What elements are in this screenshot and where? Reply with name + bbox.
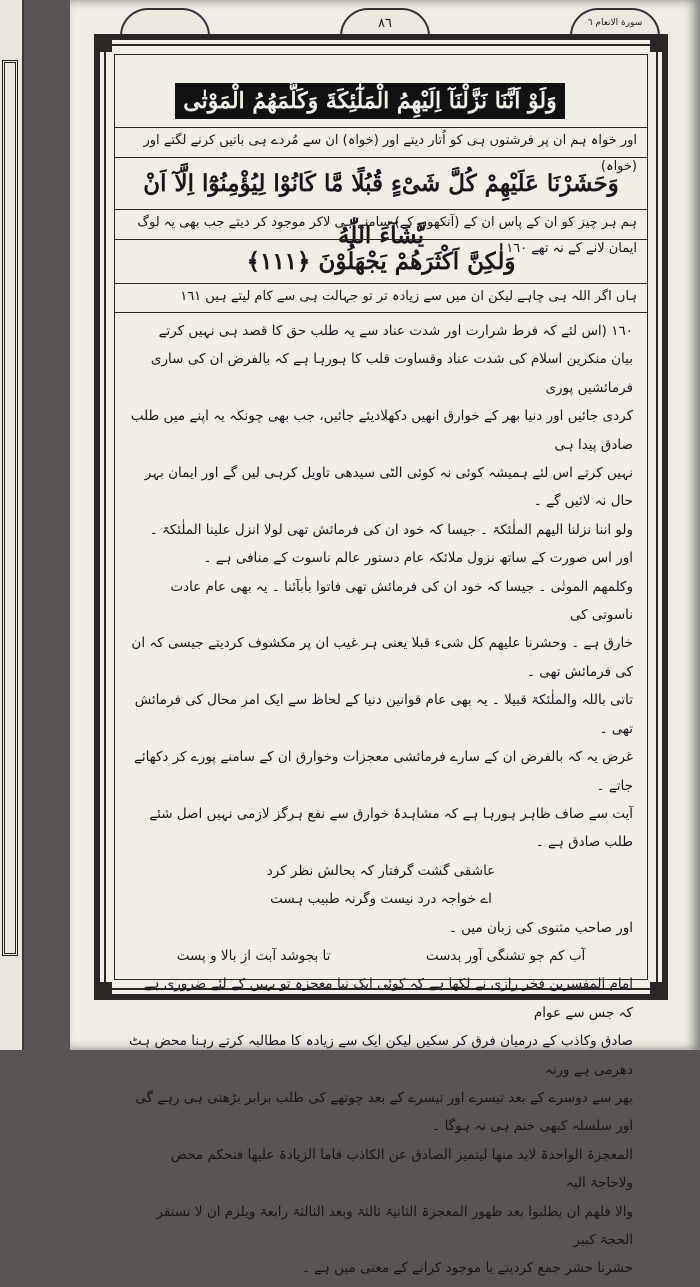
- commentary-line: تاتی باللہ والملٰئکۃ قبیلا ۔ یہ بھی عام قوانین دنیا کے لحاظ سے ایک امر محال کی فرمائش تھی ۔: [134, 692, 633, 737]
- surah-label: سورة الانعام ٦: [570, 8, 660, 36]
- commentary-line: اور اس صورت کے ساتھ نزول ملائکہ عام دستور عالم ناسوت کے منافی ہے ۔: [203, 550, 633, 567]
- page-number: ٨٦: [340, 8, 430, 36]
- commentary-line: آیت سے صاف ظاہر ہورہا ہے کہ مشاہدۂ خوارق سے نفع ہرگز لازمی نہیں اصل شئے طلب صادق ہے ۔: [149, 805, 633, 851]
- commentary-line: وکلمھم الموتٰی ۔ جیسا کہ خود ان کی فرمائش تھی فاتوا باٰبآئنا ۔ یہ بھی عام عادت ناسوتی کی: [170, 578, 633, 624]
- persian-verse-line: عاشقی گشت گرفتار کہ بحالش نظر کرد: [266, 862, 496, 879]
- commentary-line: غرض یہ کہ بالفرض ان کے سارے فرمائشی معجزات وخوارق ان کے سامنے پورے کر دکھائے جاتے ۔: [133, 749, 633, 794]
- frame-corner: [650, 38, 664, 52]
- commentary-block: [115, 313, 647, 1287]
- page-frame: [94, 34, 668, 1277]
- commentary-line: پھر سے دوسرے کے بعد تیسرے اور تیسرے کے بعد چوتھے کی طلب برابر بڑھتی ہی رہے گی اور سلسلہ کبھی ختم ہی نہ ہوگا ۔: [135, 1089, 633, 1135]
- book-page: [70, 0, 700, 1277]
- translation-line-2: ہم ہر چیز کو ان کے پاس ان کے (آنکھوں کے) سامنے ہی لاکر موجود کر دیتے جب بھی یہ لوگ ایمان لانے کے نہ تھے ١٦٠: [115, 209, 647, 239]
- adjacent-page-border: [2, 60, 18, 956]
- translation-line-1: اور خواہ ہم ان پر فرشتوں ہی کو اُتار دیتے اور (خواہ) ان سے مُردے ہی باتیں کرنے لگتے اور (خواہ): [115, 127, 647, 157]
- translation-line-3: ہاں اگر اللہ ہی چاہے لیکن ان میں سے زیادہ تر تو جہالت ہی سے کام لیتے ہیں ١٦١: [115, 283, 647, 313]
- commentary-line: خارق ہے ۔ وحشرنا علیھم کل شیء قبلا یعنی ہر غیب ان پر مکشوف کردیتے جیسی کہ ان کی فرمائش تھی ۔: [131, 635, 633, 680]
- couplet-half: تا بجوشد آبت از بالا و پست: [176, 947, 331, 964]
- frame-corner: [98, 38, 112, 52]
- arabic-verse-line-3: وَلٰكِنَّ اَكْثَرَهُمْ يَجْهَلُوْنَ ﴿١١١﴾: [115, 239, 647, 283]
- commentary-line: بیان منکرین اسلام کی شدت عناد وقساوت قلب کا ہورہا ہے کہ بالفرض ان کی ساری فرمائشیں پوری: [150, 351, 633, 396]
- persian-verse-line: اے خواجہ درد نیست وگرنہ طبیب ہست: [270, 891, 492, 908]
- header-ornament-left: [120, 8, 210, 36]
- commentary-line: نہیں کرتے اس لئے ہمیشہ کوئی نہ کوئی الٹی سیدھی تاویل کرہی لیں گے اور ایمان بہر حال نہ لائیں گے ۔: [144, 465, 633, 510]
- verse-heading: وَلَوْ اَنَّنَا نَزَّلْنَآ اِلَيْهِمُ الْمَلٰٓئِكَةَ وَكَلَّمَهُمُ الْمَوْتٰى: [175, 83, 565, 119]
- commentary-line: حشرنا حشر جمع کردینے یا موجود کرانے کے معنی میں ہے ۔: [301, 1260, 633, 1277]
- commentary-line: کردی جائیں اور دنیا بھر کے خوارق انھیں دکھلادیئے جائیں، جب بھی چونکہ یہ اپنے میں طلب صادق پیدا ہی: [130, 408, 633, 453]
- adjacent-page-edge: [0, 0, 24, 1050]
- arabic-quote-line: المعجزۃ الواحدۃ لابد منھا لیتمیز الصادق عن الکاذب فاما الزیادۃ علیھا فتحکم محض ولاحاجۃ الیہ: [170, 1146, 633, 1192]
- arabic-quote-line: والا فلھم ان یطلبوا بعد ظھور المعجزۃ الثانیۃ ثالثۃ وبعد الثالثۃ رابعۃ ویلزم ان لا تستقر الحجۃ کبیر: [156, 1203, 633, 1248]
- frame-corner: [650, 982, 664, 996]
- masnavi-couplet: [129, 942, 633, 970]
- commentary-line: اور صاحب مثنوی کی زبان میں ۔: [448, 919, 633, 936]
- frame-corner: [98, 982, 112, 996]
- commentary-line: امام المفسرین فخر رازی نے لکھا ہے کہ کوئی ایک نیا معجزہ تو یہیں کے لئے ضروری ہے کہ جس سے عوام: [143, 976, 633, 1021]
- commentary-line: ولو اننا نزلنا الیھم الملٰئکۃ ۔ جیسا کہ خود ان کی فرمائش تھی لولا انزل علینا الملٰئکۃ ۔: [149, 521, 633, 538]
- couplet-half: آب کم جو تشنگی آور بدست: [425, 947, 586, 964]
- commentary-line: صادق وکاذب کے درمیان فرق کر سکیں لیکن ایک سے زیادہ کا مطالبہ کرتے رہنا محض ہٹ دھرمی ہے ورنہ: [129, 1033, 633, 1078]
- text-area: [114, 54, 648, 1277]
- commentary-line: ١٦٠ (اس لئے کہ فرط شرارت اور شدت عناد سے یہ طلب حق کا قصد ہی نہیں کرتے: [158, 323, 633, 339]
- arabic-verse-line-2: وَحَشَرْنَا عَلَيْهِمْ كُلَّ شَىْءٍ قُبُلًا مَّا كَانُوْا لِيُؤْمِنُوْٓا اِلَّآ اَنْ يَّشَآءَ اللّٰهُ: [115, 157, 647, 209]
